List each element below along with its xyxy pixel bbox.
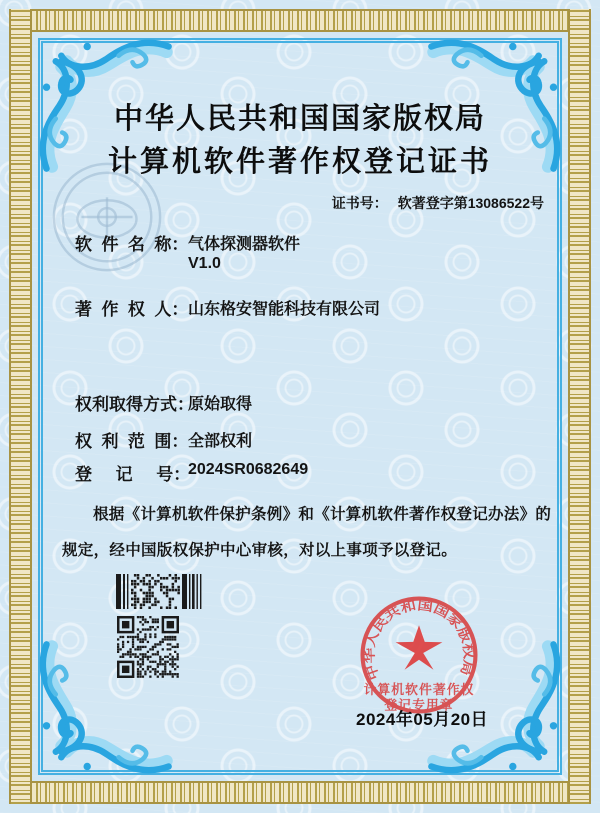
field-value-software-name: 气体探测器软件 bbox=[188, 236, 301, 253]
page-subtitle: 计算机软件著作权登记证书 bbox=[107, 146, 492, 178]
field-label-acquisition-method: 权利取得方式： bbox=[75, 395, 194, 414]
seal-arc-text: 中华人民共和国国家版权局 bbox=[361, 597, 477, 682]
certificate-number-value: 软著登字第13086522号 bbox=[397, 195, 544, 211]
software-version: V1.0 bbox=[188, 255, 221, 272]
seal-line2: 登记专用章 bbox=[384, 698, 454, 713]
field-value-registration-number: 2024SR0682649 bbox=[188, 461, 309, 478]
registration-date: 2024年05月20日 bbox=[356, 710, 489, 729]
field-value-rights-scope: 全部权利 bbox=[188, 433, 253, 450]
field-label-copyright-owner: 著 作 权 人： bbox=[75, 300, 189, 319]
registration-statement: 根据《计算机软件保护条例》和《计算机软件著作权登记办法》的规定，经中国版权保护中心审核，对以上事项予以登记。 bbox=[62, 506, 552, 559]
field-value-copyright-owner: 山东格安智能科技有限公司 bbox=[188, 301, 381, 318]
field-label-software-name: 软 件 名 称： bbox=[75, 235, 189, 254]
field-label-registration-number: 登 记 号： bbox=[75, 465, 191, 484]
seal-line1: 计算机软件著作权 bbox=[363, 683, 475, 698]
certificate-number bbox=[332, 193, 544, 213]
star-icon bbox=[396, 625, 443, 670]
barcode bbox=[116, 574, 202, 609]
field-label-rights-scope: 权 利 范 围： bbox=[75, 432, 189, 451]
field-value-acquisition-method: 原始取得 bbox=[188, 396, 253, 413]
qr-code bbox=[117, 616, 179, 678]
page-title: 中华人民共和国国家版权局 bbox=[113, 103, 486, 135]
certificate-number-label: 证书号： bbox=[331, 195, 388, 211]
